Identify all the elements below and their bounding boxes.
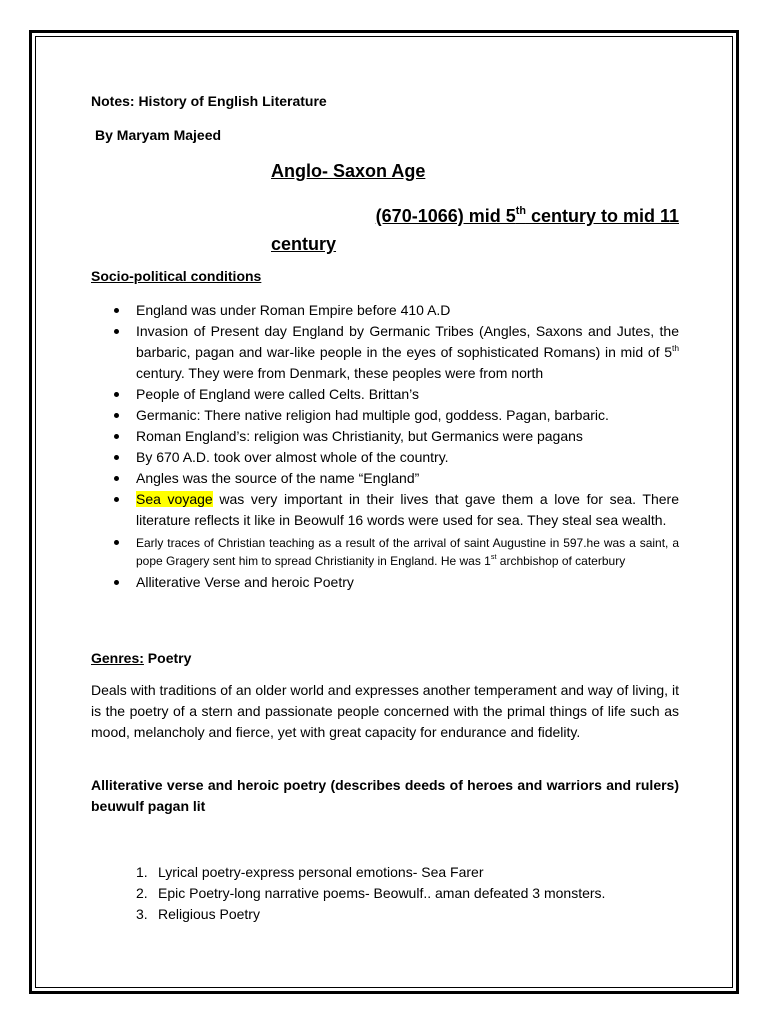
- list-item: [114, 531, 679, 572]
- list-item-text: Epic Poetry-long narrative poems- Beowulf.. aman defeated 3 monsters.: [158, 885, 606, 901]
- bullet-icon: [114, 308, 119, 313]
- dates-part2: century to mid 11: [525, 206, 679, 226]
- list-item: [136, 883, 605, 904]
- dates-part1: (670-1066) mid 5: [375, 206, 516, 226]
- list-item-text: England was under Roman Empire before 410 A.D: [136, 302, 451, 318]
- list-item: [114, 426, 679, 447]
- bullet-icon: [114, 497, 119, 502]
- list-item: [114, 321, 679, 384]
- genres-value: Poetry: [143, 650, 192, 666]
- list-number: 1.: [136, 864, 148, 880]
- author-line: By Maryam Majeed: [95, 127, 222, 143]
- list-item-sup: st: [490, 552, 497, 562]
- genres-description: Deals with traditions of an older world and expresses another temperament and way of living, it is the poetry of a stern and passionate people concerned with the primal things of life such as mood, melancholy and fierce, yet with great capacity for endurance and fidelity.: [91, 682, 679, 740]
- list-item-sup: th: [672, 342, 679, 353]
- poetry-types-list: [136, 862, 605, 925]
- list-item-text: Germanic: There native religion had multiple god, goddess. Pagan, barbaric.: [136, 407, 609, 423]
- list-number: 2.: [136, 885, 148, 901]
- bullet-icon: [114, 329, 119, 334]
- list-item-text: Alliterative Verse and heroic Poetry: [136, 574, 354, 590]
- highlighted-text: Sea voyage: [136, 491, 213, 507]
- list-item-text: By 670 A.D. took over almost whole of the country.: [136, 449, 449, 465]
- list-item-text: archbishop of caterbury: [496, 554, 626, 568]
- notes-title: Notes: History of English Literature: [91, 93, 327, 109]
- genres-heading: [91, 650, 191, 666]
- list-item-text: century. They were from Denmark, these peoples were from north: [136, 365, 544, 381]
- bullet-icon: [114, 413, 119, 418]
- list-item: [114, 468, 679, 489]
- list-item: [114, 384, 679, 405]
- alliterative-paragraph: Alliterative verse and heroic poetry (describes deeds of heroes and warriors and rulers) beuwulf pagan lit: [91, 777, 679, 814]
- list-item: [114, 405, 679, 426]
- bullet-icon: [114, 392, 119, 397]
- list-item: [114, 489, 679, 531]
- socio-political-list: [114, 300, 679, 593]
- list-item-text: Angles was the source of the name “England”: [136, 470, 420, 486]
- list-item-text: Early traces of Christian teaching as a result of the arrival of saint Augustine in 597.he was a saint, a pope Gragery sent him to spread Christianity in England. He was 1: [136, 536, 679, 568]
- list-item: [136, 862, 605, 883]
- genres-label: Genres:: [91, 650, 144, 666]
- list-item: [136, 904, 605, 925]
- dates-heading: [271, 202, 679, 258]
- bullet-icon: [114, 455, 119, 460]
- list-item-text: was very important in their lives that gave them a love for sea. There literature reflects it like in Beowulf 16 words were used for sea. They steal sea wealth.: [136, 491, 679, 528]
- list-item-text: People of England were called Celts. Brittan’s: [136, 386, 420, 402]
- list-item: [114, 300, 679, 321]
- list-item: [114, 447, 679, 468]
- bullet-icon: [114, 476, 119, 481]
- list-item-text: Lyrical poetry-express personal emotions- Sea Farer: [158, 864, 484, 880]
- list-item: [114, 572, 679, 593]
- dates-sup1: th: [515, 204, 526, 217]
- bullet-icon: [114, 540, 119, 545]
- list-item-text: Roman England’s: religion was Christianity, but Germanics were pagans: [136, 428, 583, 444]
- list-number: 3.: [136, 906, 148, 922]
- socio-political-heading: Socio-political conditions: [91, 268, 262, 284]
- dates-heading-line2: century: [271, 234, 337, 254]
- bullet-icon: [114, 434, 119, 439]
- dates-heading-line1: [271, 202, 679, 230]
- age-heading: Anglo- Saxon Age: [271, 161, 426, 181]
- list-item-text: Religious Poetry: [158, 906, 260, 922]
- bullet-icon: [114, 580, 119, 585]
- list-item-text: Invasion of Present day England by Germanic Tribes (Angles, Saxons and Jutes, the barbaric, pagan and war-like people in the eyes of sophisticated Romans) in mid of 5: [136, 323, 679, 360]
